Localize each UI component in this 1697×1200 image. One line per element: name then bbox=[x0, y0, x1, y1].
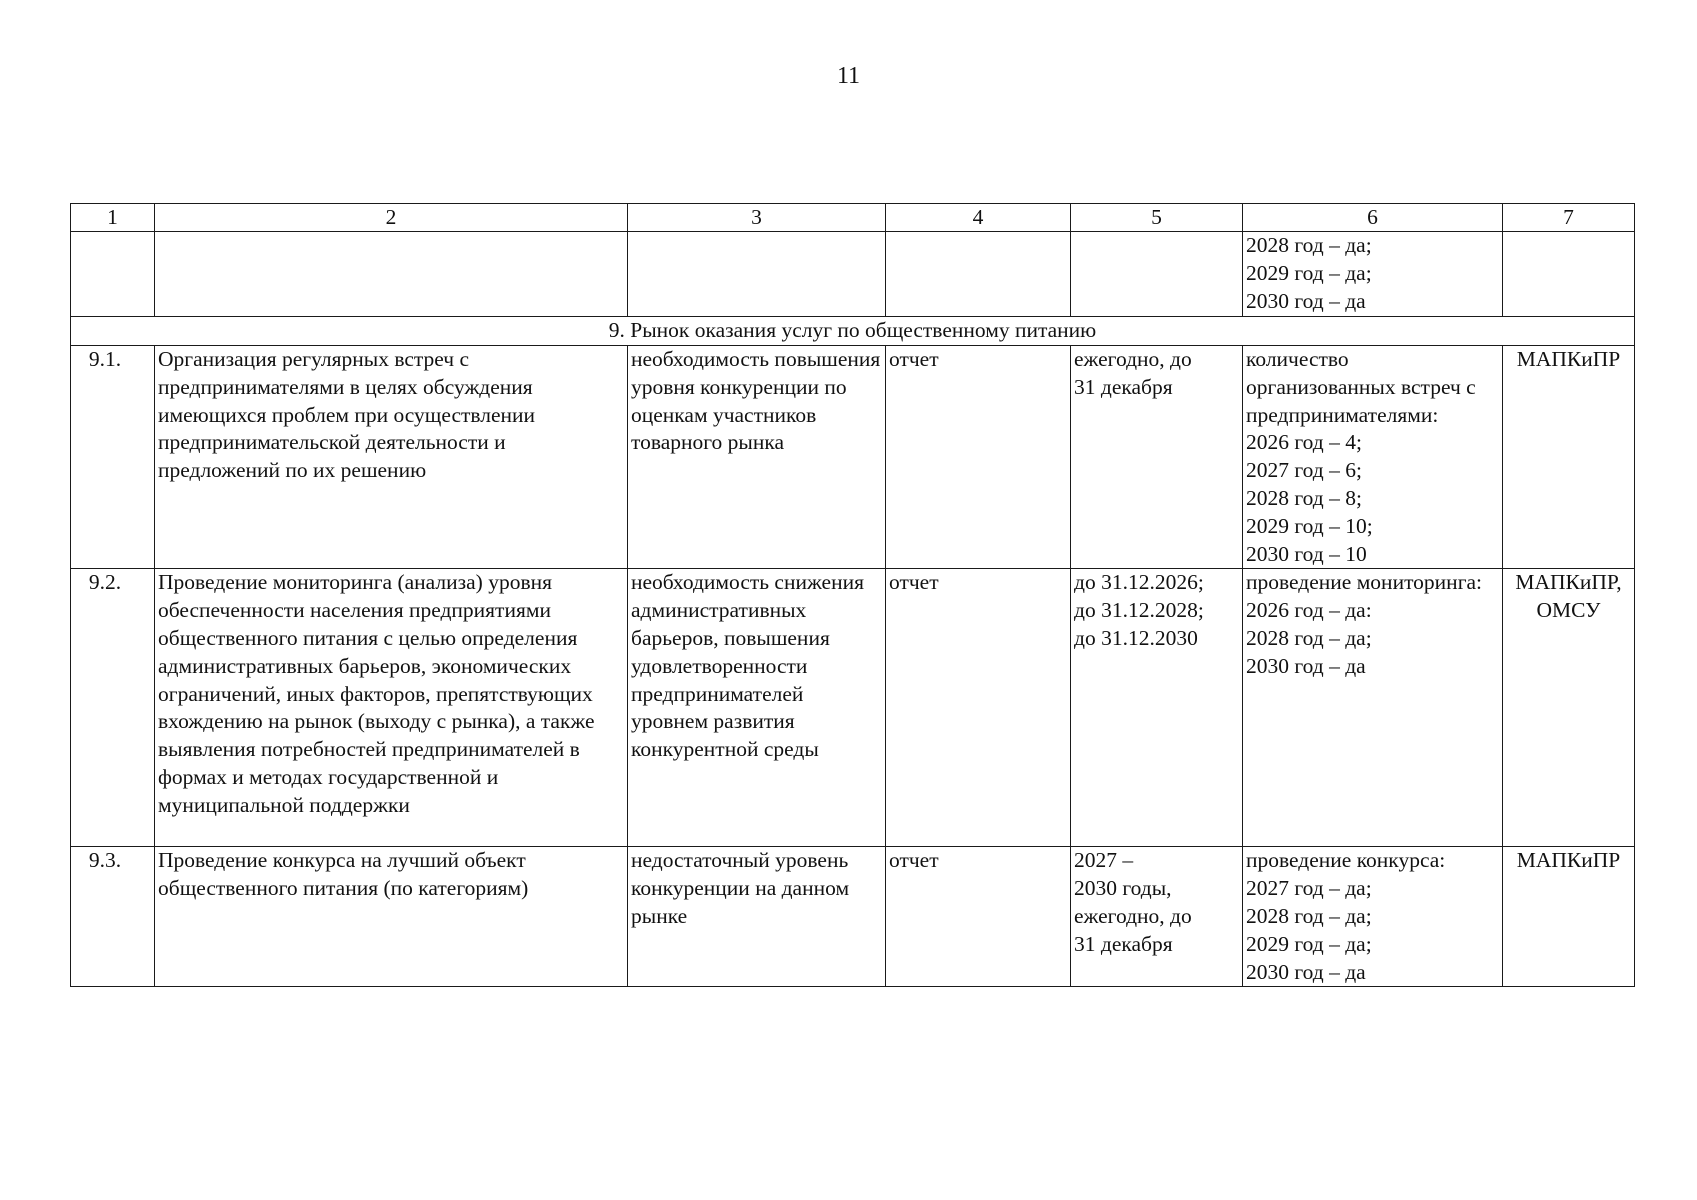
row-number: 9.1. bbox=[71, 346, 155, 569]
empty-cell bbox=[628, 232, 886, 317]
deadline-cell: ежегодно, до 31 декабря bbox=[1071, 346, 1243, 569]
indicator-cell: проведение конкурса: 2027 год – да; 2028 год – да; 2029 год – да; 2030 год – да bbox=[1243, 847, 1503, 987]
empty-cell bbox=[71, 232, 155, 317]
measure-cell: Проведение мониторинга (анализа) уровня обеспеченности населения предприятиями общественного питания с целью определения административных барьеров, экономических ограничений, иных факторов, препятствующих вхождению на рынок (выходу с рынка), а также выявления потребностей предпринимателей в формах и методах государственной и муниципальной поддержки bbox=[155, 569, 628, 847]
responsible-cell: МАПКиПР, ОМСУ bbox=[1503, 569, 1635, 847]
empty-cell bbox=[1071, 232, 1243, 317]
problem-cell: необходимость повышения уровня конкуренции по оценкам участников товарного рынка bbox=[628, 346, 886, 569]
table-row bbox=[71, 346, 1635, 569]
problem-cell: необходимость снижения административных барьеров, повышения удовлетворенности предпринимателей уровнем развития конкурентной среды bbox=[628, 569, 886, 847]
section-row bbox=[71, 317, 1635, 346]
section-title: 9. Рынок оказания услуг по общественному питанию bbox=[71, 317, 1635, 346]
table-row bbox=[71, 569, 1635, 847]
document-cell: отчет bbox=[886, 346, 1071, 569]
document-cell: отчет bbox=[886, 847, 1071, 987]
row-number: 9.2. bbox=[71, 569, 155, 847]
table-row bbox=[71, 847, 1635, 987]
deadline-cell: 2027 – 2030 годы, ежегодно, до 31 декабря bbox=[1071, 847, 1243, 987]
measure-cell: Проведение конкурса на лучший объект общественного питания (по категориям) bbox=[155, 847, 628, 987]
measure-cell: Организация регулярных встреч с предпринимателями в целях обсуждения имеющихся проблем при осуществлении предпринимательской деятельности и предложений по их решению bbox=[155, 346, 628, 569]
column-header: 2 bbox=[155, 204, 628, 232]
column-header: 4 bbox=[886, 204, 1071, 232]
column-header: 6 bbox=[1243, 204, 1503, 232]
page-number: 11 bbox=[836, 63, 861, 89]
column-header: 3 bbox=[628, 204, 886, 232]
empty-cell bbox=[155, 232, 628, 317]
deadline-cell: до 31.12.2026; до 31.12.2028; до 31.12.2030 bbox=[1071, 569, 1243, 847]
continuation-row bbox=[71, 232, 1635, 317]
responsible-cell: МАПКиПР bbox=[1503, 346, 1635, 569]
measures-table bbox=[70, 203, 1635, 987]
row-number: 9.3. bbox=[71, 847, 155, 987]
problem-cell: недостаточный уровень конкуренции на данном рынке bbox=[628, 847, 886, 987]
indicator-cell: 2028 год – да; 2029 год – да; 2030 год – да bbox=[1243, 232, 1503, 317]
column-header: 1 bbox=[71, 204, 155, 232]
indicator-cell: количество организованных встреч с предпринимателями: 2026 год – 4; 2027 год – 6; 2028 год – 8; 2029 год – 10; 2030 год – 10 bbox=[1243, 346, 1503, 569]
empty-cell bbox=[886, 232, 1071, 317]
column-number-row bbox=[71, 204, 1635, 232]
column-header: 5 bbox=[1071, 204, 1243, 232]
document-cell: отчет bbox=[886, 569, 1071, 847]
empty-cell bbox=[1503, 232, 1635, 317]
column-header: 7 bbox=[1503, 204, 1635, 232]
responsible-cell: МАПКиПР bbox=[1503, 847, 1635, 987]
indicator-cell: проведение мониторинга: 2026 год – да: 2028 год – да; 2030 год – да bbox=[1243, 569, 1503, 847]
